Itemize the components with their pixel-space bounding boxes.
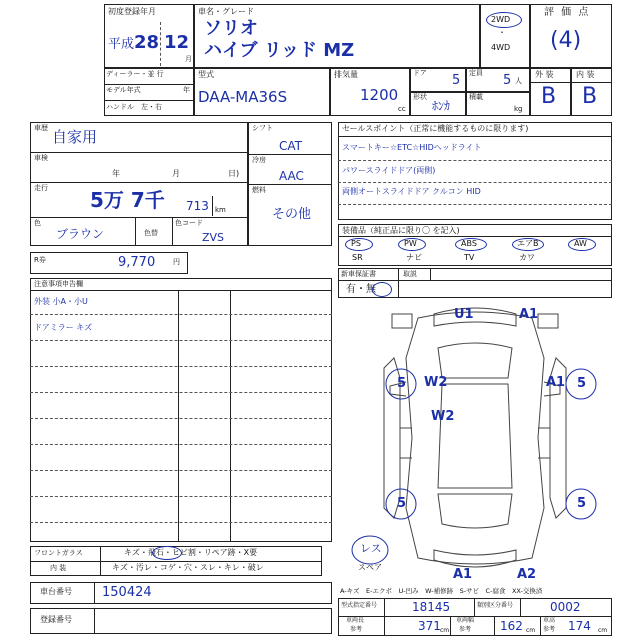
damage-legend: A-キズ E-エクボ U-凹み W-補修跡 S-サビ C-腐食 XX-交換済	[340, 587, 543, 595]
notes-col-1	[178, 290, 179, 542]
notes-rule-6	[30, 444, 332, 445]
history-label: 車歴	[34, 124, 48, 132]
equip-aw: AW	[574, 239, 587, 248]
notes-label: 注意事項申告欄	[34, 280, 83, 288]
capacity-value: 5	[503, 73, 512, 88]
stone-chip-circle	[152, 546, 182, 560]
manual-label: 取説	[403, 270, 417, 278]
drive-4wd: 4WD	[491, 43, 511, 52]
exterior-grade: B	[541, 84, 557, 109]
dealer-label: ディーラー・並 行	[106, 70, 164, 78]
type-label: 型式	[198, 70, 214, 79]
door-label: ドア	[413, 69, 427, 77]
year-month-divider	[160, 22, 161, 66]
spec-line-1	[248, 154, 332, 155]
chassis-panel	[30, 582, 332, 604]
load-label: 積載	[469, 93, 483, 101]
insp-month: 月	[172, 169, 180, 178]
width-value: 162	[500, 619, 523, 633]
tire-rr: 5	[577, 496, 587, 511]
sales-line-3: 両側オートスライドドア クルコン HID	[342, 187, 481, 196]
color-code-label: 色コード	[175, 219, 203, 227]
spare-label: スペア	[358, 563, 382, 572]
notes-line-1: 外装 小A・小U	[34, 297, 88, 306]
displacement-unit: cc	[398, 105, 406, 113]
mileage-small: 713	[186, 199, 209, 213]
notes-col-2	[230, 290, 231, 542]
interior-glass-options: キズ・汚レ・コゲ・穴・スレ・キレ・破レ	[112, 563, 264, 572]
tire-fl: 5	[397, 376, 407, 391]
color-divider-1	[135, 217, 136, 246]
warranty-col-2	[430, 268, 431, 280]
color-label: 色	[34, 219, 41, 227]
equipment-header-line	[338, 236, 612, 237]
notes-header-line	[30, 290, 332, 291]
car-name: ソリオ	[204, 18, 258, 39]
spare-note: レス	[360, 542, 382, 555]
capacity-unit: 人	[515, 77, 522, 85]
warranty-value: 有・無	[346, 284, 376, 295]
car-grade: ハイブ リッド MZ	[204, 40, 355, 61]
insp-year: 年	[112, 169, 120, 178]
shape-value: ﾎﾝｶ	[432, 99, 451, 113]
shape-label: 形状	[413, 93, 427, 101]
equip-pw: PW	[404, 239, 417, 248]
displacement-label: 排気量	[334, 70, 358, 79]
dealer-line-2	[104, 100, 194, 101]
chassis-col	[94, 582, 95, 604]
shift-label: シフト	[252, 124, 273, 132]
color-change-label: 色替	[144, 229, 158, 237]
fuel-value: その他	[272, 207, 312, 222]
interior-glass-label: 内 装	[50, 564, 67, 572]
first-reg-label: 初度登録年月	[108, 7, 156, 16]
equip-tv: TV	[464, 253, 475, 262]
load-unit: kg	[514, 105, 523, 113]
rating-value: (4)	[550, 28, 582, 53]
rating-label: 評 価 点	[544, 7, 591, 18]
door-value: 5	[452, 73, 461, 88]
spec-col-4	[450, 616, 451, 636]
interior-label: 内 装	[576, 70, 595, 79]
recycle-unit: 円	[173, 258, 180, 266]
name-grade-label: 車名・グレード	[198, 7, 254, 16]
recycle-label: R券	[34, 256, 46, 264]
equip-abs: ABS	[461, 239, 477, 248]
color-value: ブラウン	[56, 227, 105, 241]
model-class-value: 18145	[412, 600, 451, 614]
history-line-1	[30, 152, 248, 153]
drive-dot: ・	[498, 28, 506, 37]
mark-rear-left: A1	[453, 567, 473, 582]
category-label: 類別区分番号	[477, 602, 514, 609]
notes-rule-1	[30, 314, 332, 315]
exterior-label: 外 装	[535, 70, 554, 79]
fuel-label: 燃料	[252, 186, 266, 194]
no-warranty-circle	[372, 282, 392, 297]
sales-rule-2	[338, 182, 612, 183]
capacity-label: 定員	[469, 69, 483, 77]
width-ref: 参考	[459, 626, 472, 633]
height-ref: 参考	[543, 626, 556, 633]
color-code-value: ZVS	[202, 231, 225, 244]
inspection-label: 車検	[34, 154, 48, 162]
width-label: 車両幅	[456, 617, 475, 624]
sales-header-line	[338, 136, 612, 137]
ext-int-divider	[530, 82, 612, 83]
interior-grade: B	[582, 84, 598, 109]
notes-rule-2	[30, 340, 332, 341]
mileage-value: 5万 7千	[90, 188, 165, 212]
history-line-2	[30, 182, 248, 183]
notes-rule-7	[30, 470, 332, 471]
equip-sr: SR	[352, 253, 363, 262]
equipment-label: 装備品（純正品に限り〇 を記入)	[342, 226, 460, 235]
notes-rule-4	[30, 392, 332, 393]
spec-col-3	[520, 598, 521, 616]
mark-front-right: A1	[519, 307, 539, 322]
handle-label: ハンドル 左・右	[106, 103, 162, 111]
shift-value: CAT	[279, 139, 302, 153]
ac-label: 冷房	[252, 156, 266, 164]
month-value: 12	[164, 32, 190, 53]
model-code: DAA-MA36S	[198, 88, 288, 106]
tire-fr: 5	[577, 376, 587, 391]
mileage-unit: km	[215, 206, 226, 214]
width-unit: cm	[526, 627, 536, 634]
length-value: 371	[418, 619, 441, 633]
length-ref: 参考	[350, 626, 363, 633]
chassis-value: 150424	[102, 585, 152, 600]
year-value: 28	[134, 32, 160, 53]
glass-line	[30, 561, 322, 562]
front-glass-options: キズ・飛石・ヒビ割・リペア跡・X要	[124, 548, 258, 557]
era-text: 平成	[108, 37, 135, 52]
equip-leather: カワ	[519, 253, 535, 262]
model-year-label: モデル年式	[106, 86, 141, 94]
category-value: 0002	[550, 600, 581, 614]
reg-panel	[30, 608, 332, 634]
reg-label: 登録番号	[40, 615, 72, 624]
sales-label: セールスポイント（正常に機能するものに限ります)	[342, 124, 529, 133]
spec-line-2	[248, 184, 332, 185]
month-unit: 月	[185, 55, 192, 63]
length-label: 車両長	[346, 617, 365, 624]
sales-line-2: パワースライドドア(両側)	[342, 166, 436, 175]
color-divider-2	[172, 217, 173, 246]
dealer-line-1	[104, 84, 194, 85]
car-diagram	[338, 298, 612, 582]
mileage-unit-divider	[212, 196, 213, 216]
mark-right-side: A1	[546, 375, 566, 390]
reg-col	[94, 608, 95, 634]
sales-line-1: スマートキー☆ETC☆HIDヘッドライト	[342, 143, 482, 152]
notes-rule-9	[30, 522, 332, 523]
sales-rule-3	[338, 204, 612, 205]
glass-col	[100, 546, 101, 576]
length-unit: cm	[440, 627, 450, 634]
spec-col-1	[384, 598, 385, 636]
notes-rule-8	[30, 496, 332, 497]
history-value: 自家用	[52, 128, 98, 146]
chassis-label: 車台番号	[40, 587, 72, 596]
spec-col-5	[494, 616, 495, 636]
warranty-label: 新車保証書	[341, 270, 376, 278]
front-glass-label: フロントガラス	[34, 549, 83, 557]
insp-day: 日)	[228, 169, 240, 178]
warranty-col	[398, 268, 399, 298]
notes-line-2: ドアミラー キズ	[34, 323, 93, 332]
ac-value: AAC	[279, 169, 304, 183]
history-line-3	[30, 217, 248, 218]
spec-table-line	[338, 616, 612, 617]
displacement-value: 1200	[360, 86, 399, 104]
notes-panel	[30, 278, 332, 542]
recycle-panel	[30, 252, 188, 274]
warranty-line	[338, 280, 612, 281]
equip-airbag: エアB	[517, 239, 539, 248]
mark-roof: W2	[431, 409, 455, 424]
mark-left-side: W2	[424, 375, 448, 390]
model-year-unit: 年	[183, 86, 190, 94]
mark-front-left: U1	[454, 307, 474, 322]
recycle-value: 9,770	[118, 255, 156, 270]
notes-rule-3	[30, 366, 332, 367]
spec-col-2	[474, 598, 475, 616]
height-unit: cm	[598, 627, 608, 634]
height-label: 車高	[543, 617, 556, 624]
tire-rl: 5	[397, 496, 407, 511]
mark-rear-right: A2	[517, 567, 537, 582]
spec-col-6	[540, 616, 541, 636]
sales-rule-1	[338, 160, 612, 161]
equip-ps: PS	[351, 239, 361, 248]
mileage-label: 走行	[34, 184, 48, 192]
height-value: 174	[568, 619, 591, 633]
model-class-label: 型式指定番号	[341, 602, 378, 609]
equip-navi: ナビ	[406, 253, 422, 262]
notes-rule-5	[30, 418, 332, 419]
drive-2wd: 2WD	[491, 15, 511, 24]
